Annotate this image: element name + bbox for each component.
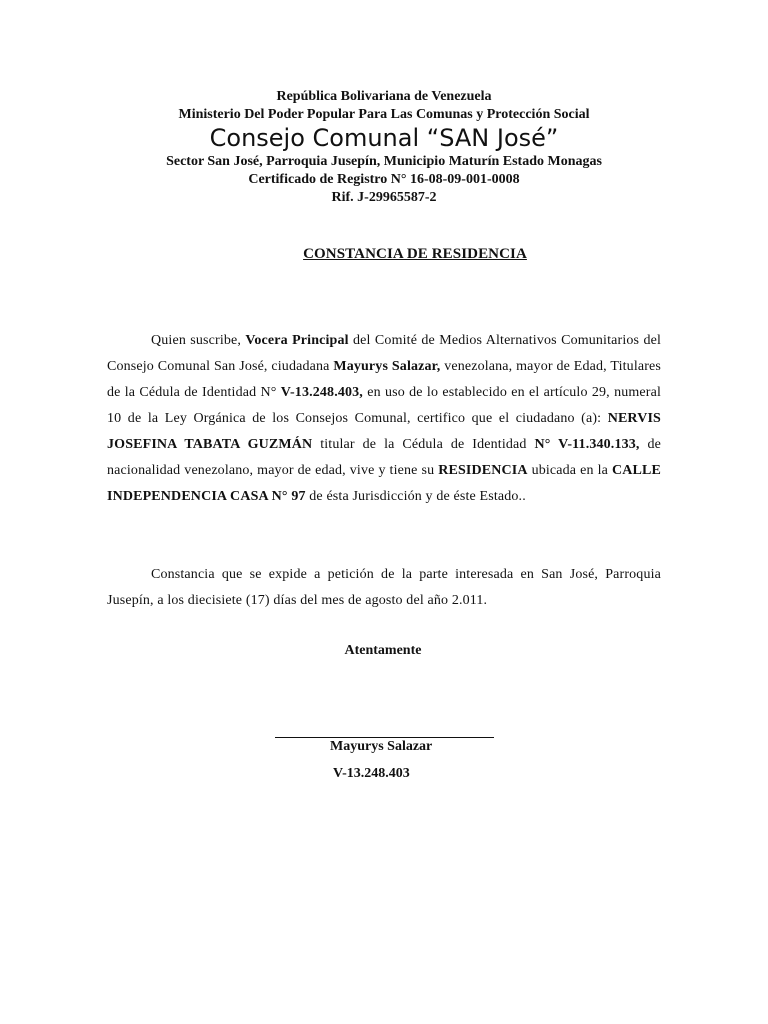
signature-name: Mayurys Salazar <box>330 739 433 754</box>
residence-label: RESIDENCIA <box>438 463 528 478</box>
resident-name: NERVIS JOSEFINA TABATA GUZMÁN <box>107 411 661 452</box>
signature-id-number: V-13.248.403 <box>333 766 410 781</box>
p1-text-5: titular de la Cédula de Identidad <box>312 437 535 452</box>
signer-name: Mayurys Salazar, <box>333 359 441 374</box>
issuance-text: Constancia que se expide a petición de la parte interesada en San José, Parroquia Jusepín, a los diecisiete (17) días del mes de agosto del año 2.011. <box>107 567 661 608</box>
signer-id: V-13.248.403, <box>280 385 363 400</box>
certification-paragraph <box>107 328 661 510</box>
document-title: CONSTANCIA DE RESIDENCIA <box>303 246 527 262</box>
closing-salutation: Atentamente <box>344 643 422 658</box>
republic-heading: República Bolivariana de Venezuela <box>276 89 492 104</box>
issuance-paragraph <box>107 562 661 614</box>
ministry-heading: Ministerio Del Poder Popular Para Las Comunas y Protección Social <box>178 107 590 122</box>
rif-number: Rif. J-29965587-2 <box>331 190 437 205</box>
sector-line: Sector San José, Parroquia Jusepín, Municipio Maturín Estado Monagas <box>166 154 602 169</box>
council-name: Consejo Comunal “SAN José” <box>209 124 559 152</box>
p1-text-8: de ésta Jurisdicción y de éste Estado.. <box>305 489 526 504</box>
signer-role: Vocera Principal <box>245 333 349 348</box>
p1-text-4: en uso de lo establecido en el artículo 29, numeral 10 de la Ley Orgánica de los Consejos Comunal, certifico que el ciudadano (a): <box>107 385 662 426</box>
registry-certificate: Certificado de Registro N° 16-08-09-001-0008 <box>248 172 520 187</box>
p1-text-3: venezolana, mayor de Edad, Titulares de la Cédula de Identidad N° <box>107 359 661 400</box>
letterhead <box>0 88 768 207</box>
resident-id: N° V-11.340.133, <box>534 437 640 452</box>
p1-text-1: Quien suscribe, <box>151 333 246 348</box>
p1-text-7: ubicada en la <box>527 463 612 478</box>
p1-text-2: del Comité de Medios Alternativos Comunitarios del Consejo Comunal San José, ciudadana <box>107 333 662 374</box>
p1-text-6: de nacionalidad venezolano, mayor de edad, vive y tiene su <box>107 437 661 478</box>
residence-address: CALLE INDEPENDENCIA CASA N° 97 <box>107 463 661 504</box>
